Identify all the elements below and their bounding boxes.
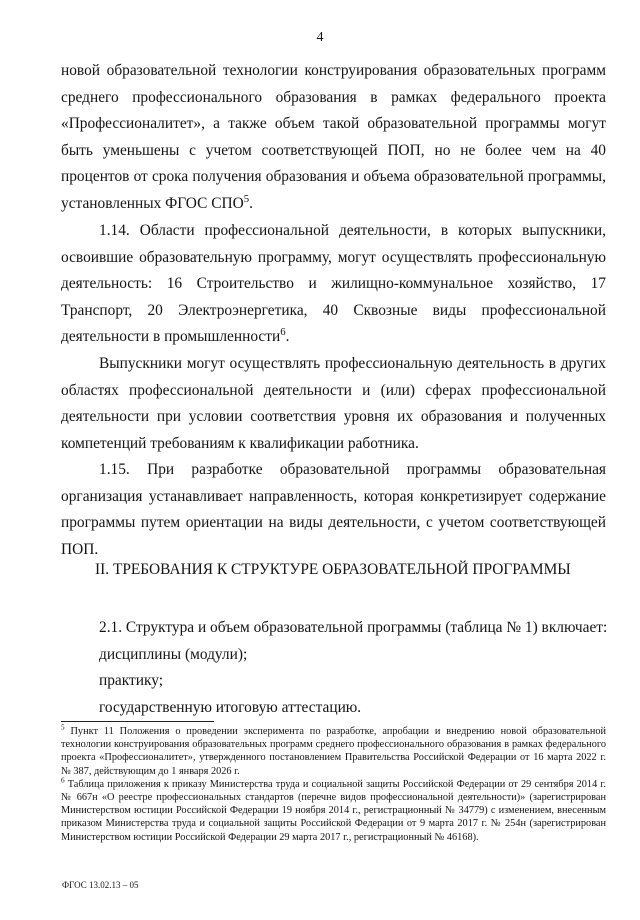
graduates-block bbox=[61, 351, 606, 457]
paragraph-continuation: новой образовательной технологии конструирования образовательных программ среднего профессионального образования в рамках федерального проекта «Профессионалитет», а также объем такой образовательной программы могут быть уменьшены с учетом соответствующей ПОП, но не более чем на 40 процентов от срока получения образования и объема образовательной программы, установленных ФГОС СПО$^5$. bbox=[61, 62, 606, 212]
paragraph-1-14: 1.14. Области профессиональной деятельности, в которых выпускники, освоившие образовательную программу, могут осуществлять профессиональную деятельность: 16 Строительство и жилищно-коммунальное хозяйство, 17 Транспорт, 20 Электроэнергетика, 40 Сквозные виды профессиональной деятельности в промышленности$^6$. bbox=[61, 222, 606, 346]
footnote-ref-6: 6 bbox=[280, 326, 286, 339]
footnote-divider bbox=[61, 721, 214, 722]
structure-item: дисциплины (модули); bbox=[99, 645, 248, 663]
page-number: 4 bbox=[316, 30, 324, 45]
continuation-block bbox=[61, 58, 606, 218]
footnote-number: 6 bbox=[61, 776, 65, 785]
footnote-number: 5 bbox=[61, 723, 65, 732]
footnote-5 bbox=[61, 725, 606, 778]
paragraph-1-15: 1.15. При разработке образовательной программы образовательная организация устанавливает направленность, которая конкретизирует содержание программы путем ориентации на виды деятельности, с учетом соответствующей ПОП. bbox=[61, 461, 606, 558]
clause-1-15-block bbox=[61, 457, 606, 563]
footnote-text: Пункт 11 Положения о проведении эксперимента по разработке, апробации и внедрению новой образовательной технологии конструирования образовательных программ среднего профессионального образования в рамках федерального проекта «Профессионалитет», утвержденного постановлением Правительства Российской Федерации от 16 марта 2022 г. № 387, действующим до 1 января 2026 г. bbox=[61, 726, 606, 777]
document-code: ФГОС 13.02.13 – 05 bbox=[62, 880, 139, 890]
paragraph-continuation-text: новой образовательной технологии конструирования образовательных программ среднего профессионального образования в рамках федерального проекта «Профессионалитет», а также объем такой образовательной программы могут быть уменьшены с учетом соответствующей ПОП, но не более чем на 40 процентов от срока получения образования и объема образовательной программы, установленных ФГОС СПО bbox=[61, 62, 606, 212]
structure-item: государственную итоговую аттестацию. bbox=[99, 698, 362, 716]
footnote-text: Таблица приложения к приказу Министерства труда и социальной защиты Российской Федерации от 29 сентября 2014 г. № 667н «О реестре профессиональных стандартов (перечне видов профессиональной деятельности)» (зарегистрирован Министерством юстиции Российской Федерации 19 ноября 2014 г., регистрационный № 34779) с изменением, внесенным приказом Министерства труда и социальной защиты Российской Федерации от 9 марта 2017 г. № 254н (зарегистрирован Министерством юстиции Российской Федерации 29 марта 2017 г., регистрационный № 46168). bbox=[61, 778, 606, 843]
structure-list bbox=[99, 615, 607, 721]
structure-item: практику; bbox=[99, 672, 164, 690]
footnote-ref-5: 5 bbox=[243, 192, 250, 205]
paragraph-1-14-text: 1.14. Области профессиональной деятельности, в которых выпускники, освоившие образовательную программу, могут осуществлять профессиональную деятельность: 16 Строительство и жилищно-коммунальное хозяйство, 17 Транспорт, 20 Электроэнергетика, 40 Сквозные виды профессиональной деятельности в промышленности bbox=[61, 222, 606, 346]
structure-intro: 2.1. Структура и объем образовательной программы (таблица № 1) включает: bbox=[99, 619, 608, 636]
footnotes bbox=[61, 725, 606, 844]
footnote-6 bbox=[61, 778, 606, 844]
section-heading: II. ТРЕБОВАНИЯ К СТРУКТУРЕ ОБРАЗОВАТЕЛЬНОЙ ПРОГРАММЫ bbox=[95, 561, 571, 578]
clause-1-14-block bbox=[61, 218, 606, 351]
paragraph-graduates: Выпускники могут осуществлять профессиональную деятельность в других областях профессиональной деятельности и (или) сферах профессиональной деятельности при условии соответствия уровня их образования и полученных компетенций требованиям к квалификации работника. bbox=[61, 355, 606, 452]
